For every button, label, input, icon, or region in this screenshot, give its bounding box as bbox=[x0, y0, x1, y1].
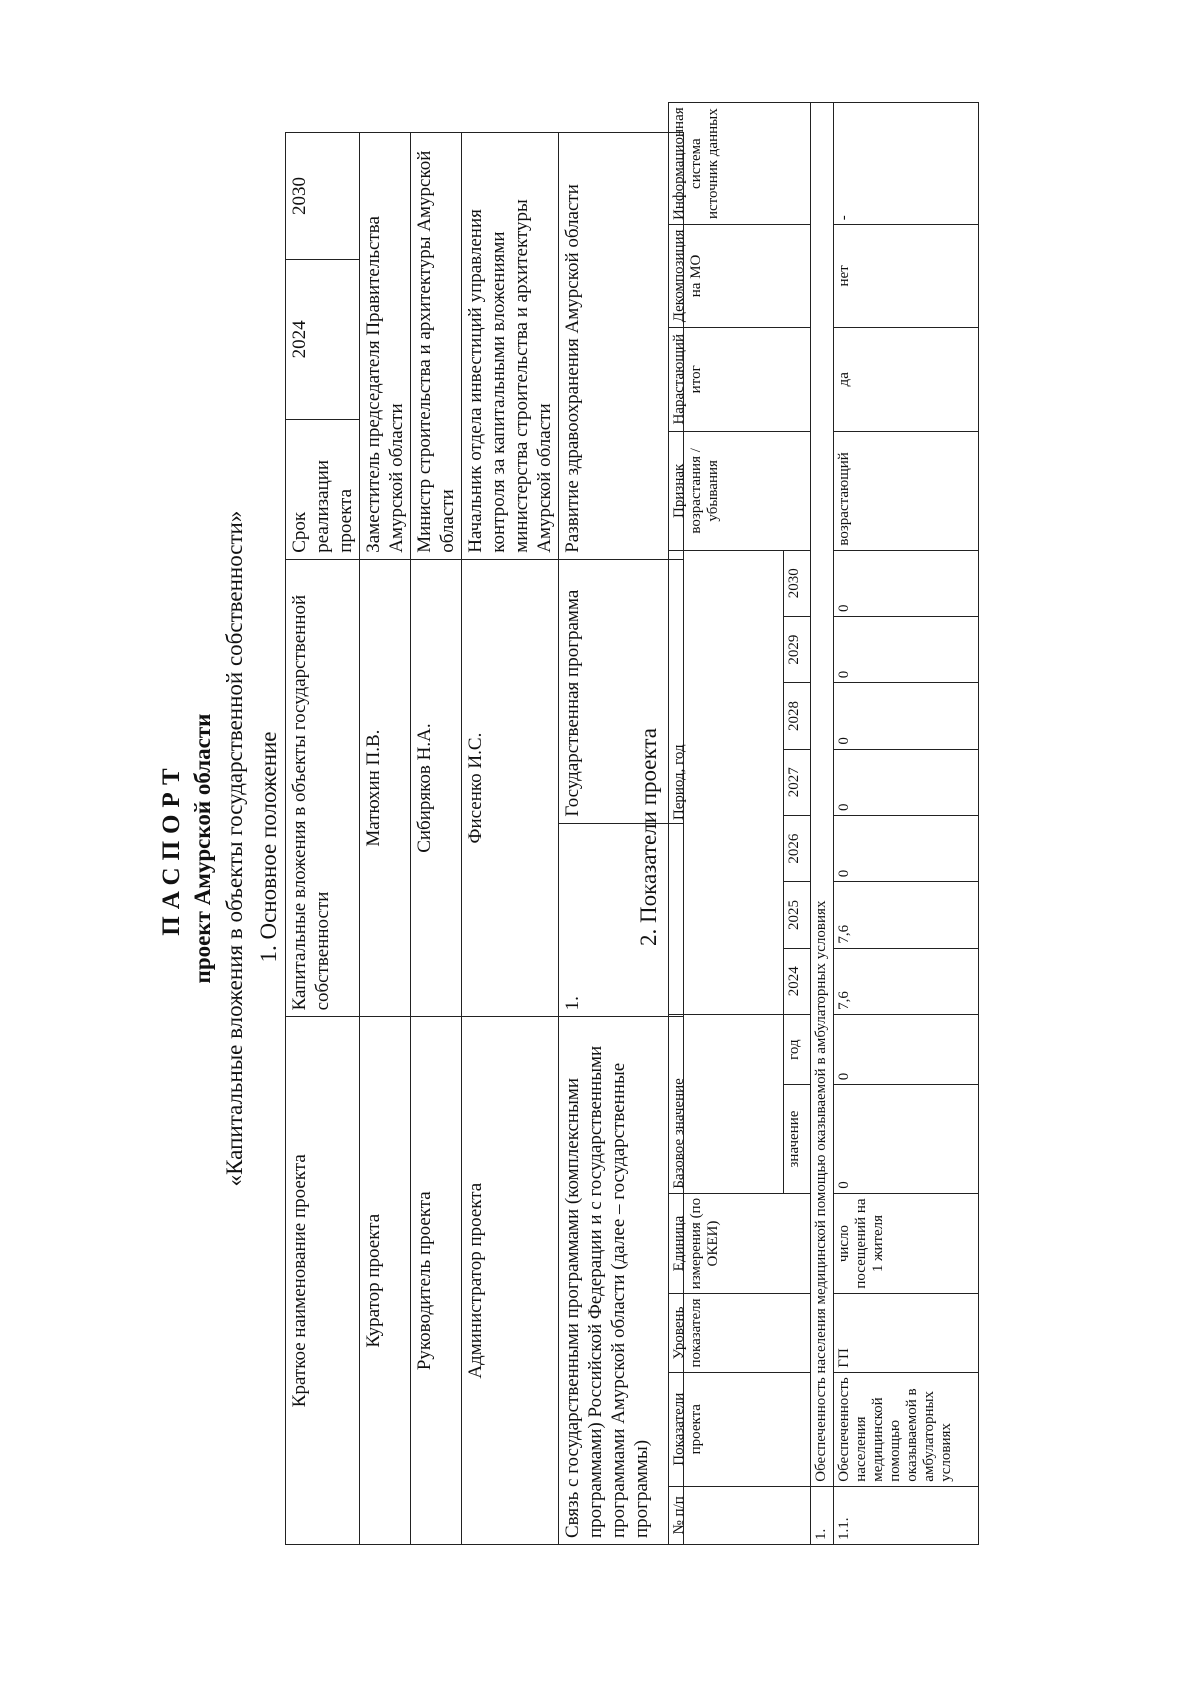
group-title: Обеспеченность населения медицинской помощью оказываемой в амбулаторных условиях bbox=[811, 103, 834, 1487]
table-row bbox=[559, 133, 684, 1545]
table-row bbox=[462, 133, 559, 1545]
row-num: 1.1. bbox=[834, 1486, 979, 1544]
header-period: Период, год bbox=[669, 550, 784, 1014]
term-label: Срок реализации проекта bbox=[286, 419, 360, 559]
basic-info-table bbox=[285, 132, 684, 1545]
table-row bbox=[286, 133, 360, 1545]
row-sign: возрастающий bbox=[834, 432, 979, 551]
header-base-value: значение bbox=[784, 1085, 811, 1194]
leader-label: Руководитель проекта bbox=[411, 1017, 462, 1545]
admin-position: Начальник отдела инвестиций управления контроля за капитальными вложениями министерства строительства и архитектуры Амурской области bbox=[462, 133, 559, 560]
admin-name: Фисенко И.С. bbox=[462, 559, 559, 1017]
row-decomp: нет bbox=[834, 225, 979, 327]
header-base-year: год bbox=[784, 1014, 811, 1084]
row-value: 0 bbox=[834, 616, 979, 682]
program-link-num: 1. bbox=[559, 823, 684, 1017]
row-value: 0 bbox=[834, 815, 979, 881]
project-title: проект Амурской области bbox=[190, 713, 215, 984]
program-link-label: Связь с государственными программами (комплексными программами) Российской Федерации и с государственными программами Амурской области (далее – государственные программы) bbox=[559, 1017, 684, 1545]
header-level: Уровень показателя bbox=[669, 1294, 811, 1372]
row-value: 0 bbox=[834, 749, 979, 815]
table-row bbox=[834, 103, 979, 1545]
row-unit: число посещений на 1 жителя bbox=[834, 1193, 979, 1293]
project-subtitle: «Капитальные вложения в объекты государственной собственности» bbox=[222, 510, 247, 1187]
program-link-type: Государственная программа bbox=[559, 559, 684, 823]
header-year: 2027 bbox=[784, 749, 811, 815]
curator-name: Матюхин П.В. bbox=[360, 559, 411, 1017]
row-infosys: - bbox=[834, 103, 979, 225]
header-year: 2026 bbox=[784, 815, 811, 881]
row-value: 0 bbox=[834, 550, 979, 616]
header-year: 2025 bbox=[784, 882, 811, 948]
section-1-heading: 1. Основное положение bbox=[256, 731, 281, 963]
row-base-year: 0 bbox=[834, 1014, 979, 1084]
header-name: Показатели проекта bbox=[669, 1372, 811, 1486]
admin-label: Администратор проекта bbox=[462, 1017, 559, 1545]
leader-name: Сибиряков Н.А. bbox=[411, 559, 462, 1017]
section-2-heading: 2. Показатели проекта bbox=[636, 728, 661, 946]
row-cumulative: да bbox=[834, 327, 979, 432]
header-decomp: Декомпозиция на МО bbox=[669, 225, 811, 327]
term-end: 2030 bbox=[286, 133, 360, 260]
header-num: № п/п bbox=[669, 1486, 811, 1544]
program-link-value: Развитие здравоохранения Амурской области bbox=[559, 133, 684, 560]
indicators-table bbox=[668, 102, 979, 1545]
row-level: ГП bbox=[834, 1294, 979, 1372]
header-cumulative: Нарастающий итог bbox=[669, 327, 811, 432]
row-base-value: 0 bbox=[834, 1085, 979, 1194]
row-name: Обеспеченность населения медицинской помощью оказываемой в амбулаторных условиях bbox=[834, 1372, 979, 1486]
table-row bbox=[360, 133, 411, 1545]
leader-position: Министр строительства и архитектуры Амурской области bbox=[411, 133, 462, 560]
header-base: Базовое значение bbox=[669, 1014, 784, 1193]
header-year: 2029 bbox=[784, 616, 811, 682]
row-value: 0 bbox=[834, 683, 979, 749]
term-start: 2024 bbox=[286, 259, 360, 419]
header-unit: Единица измерения (по ОКЕИ) bbox=[669, 1193, 811, 1293]
row-value: 7,6 bbox=[834, 882, 979, 948]
header-year: 2028 bbox=[784, 683, 811, 749]
table-row bbox=[411, 133, 462, 1545]
table-header-row bbox=[669, 103, 784, 1545]
header-infosys: Информационная система источник данных bbox=[669, 103, 811, 225]
short-name-label: Краткое наименование проекта bbox=[286, 1017, 360, 1545]
header-sign: Признак возрастания / убывания bbox=[669, 432, 811, 551]
header-year: 2030 bbox=[784, 550, 811, 616]
curator-label: Куратор проекта bbox=[360, 1017, 411, 1545]
passport-title: ПАСПОРТ bbox=[158, 761, 185, 936]
group-num: 1. bbox=[811, 1486, 834, 1544]
group-title-row bbox=[811, 103, 834, 1545]
short-name-value: Капитальные вложения в объекты государственной собственности bbox=[286, 559, 360, 1017]
curator-position: Заместитель председателя Правительства Амурской области bbox=[360, 133, 411, 560]
header-year: 2024 bbox=[784, 948, 811, 1014]
row-value: 7,6 bbox=[834, 948, 979, 1014]
